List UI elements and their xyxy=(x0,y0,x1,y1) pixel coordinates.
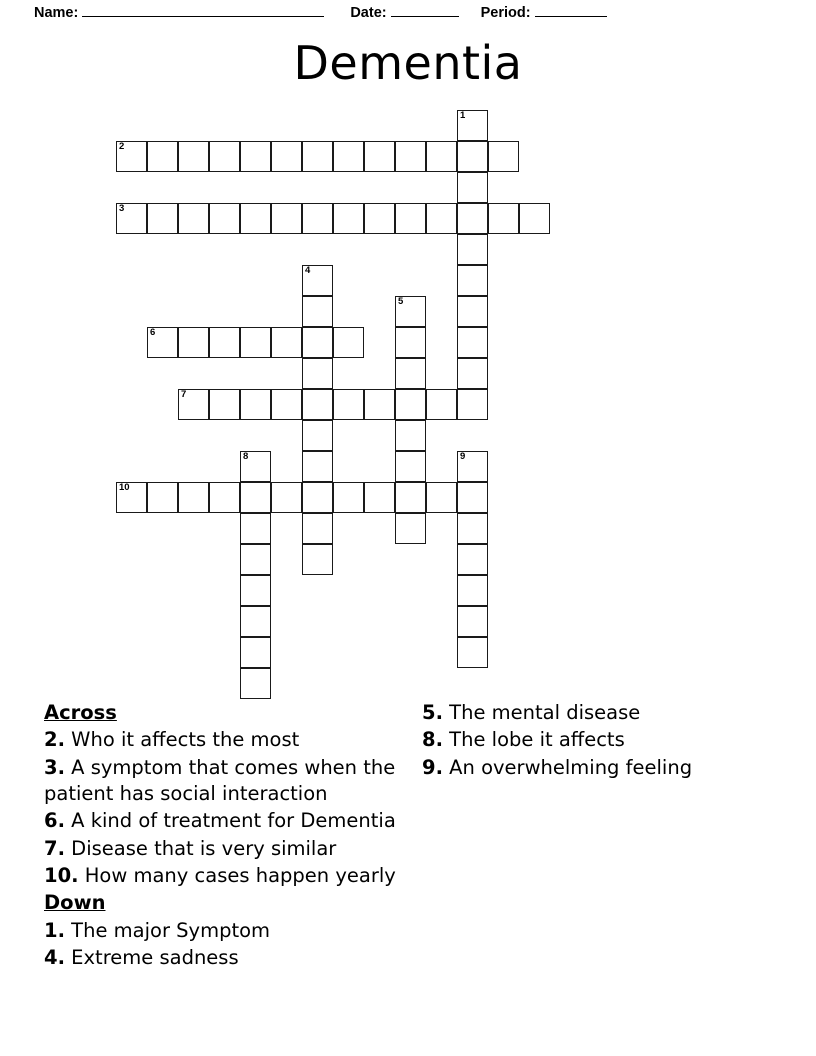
clue-across-6 xyxy=(44,808,396,834)
grid-cell[interactable] xyxy=(426,389,457,420)
grid-cell[interactable] xyxy=(457,544,488,575)
name-label: Name: xyxy=(34,5,79,21)
clue-number: 1. xyxy=(44,918,65,942)
clue-text: The major Symptom xyxy=(64,918,271,942)
grid-cell[interactable] xyxy=(457,389,488,420)
grid-cell[interactable] xyxy=(302,420,333,451)
grid-cell[interactable] xyxy=(271,482,302,513)
grid-cell[interactable] xyxy=(457,637,488,668)
grid-cell[interactable] xyxy=(457,203,488,234)
grid-cell[interactable] xyxy=(457,513,488,544)
grid-cell[interactable] xyxy=(302,544,333,575)
grid-cell[interactable] xyxy=(457,358,488,389)
grid-cell[interactable] xyxy=(457,575,488,606)
grid-cell[interactable] xyxy=(364,482,395,513)
clue-across-2 xyxy=(44,727,396,753)
period-field xyxy=(481,5,607,21)
clue-text: Who it affects the most xyxy=(64,728,300,752)
grid-cell[interactable] xyxy=(426,482,457,513)
grid-cell[interactable] xyxy=(426,203,457,234)
grid-cell[interactable] xyxy=(271,203,302,234)
grid-cell[interactable] xyxy=(302,141,333,172)
clue-number: 8. xyxy=(422,728,443,752)
clue-number: 4. xyxy=(44,945,65,969)
grid-cell[interactable] xyxy=(457,327,488,358)
grid-cell[interactable] xyxy=(364,203,395,234)
grid-cell[interactable] xyxy=(240,327,271,358)
grid-cell[interactable] xyxy=(178,482,209,513)
grid-cell[interactable] xyxy=(209,203,240,234)
clue-across-10 xyxy=(44,863,396,889)
grid-cell[interactable] xyxy=(209,389,240,420)
grid-cell[interactable] xyxy=(302,265,333,296)
grid-cell[interactable] xyxy=(457,265,488,296)
grid-cell[interactable] xyxy=(457,234,488,265)
date-label: Date: xyxy=(350,5,387,21)
grid-cell[interactable] xyxy=(271,141,302,172)
grid-cell[interactable] xyxy=(302,203,333,234)
grid-cell[interactable] xyxy=(426,141,457,172)
grid-cell[interactable] xyxy=(457,172,488,203)
clue-across-3 xyxy=(44,755,396,808)
grid-cell[interactable] xyxy=(178,141,209,172)
grid-cell[interactable] xyxy=(395,513,426,544)
name-write-line[interactable] xyxy=(82,5,324,17)
grid-cell-number: 3 xyxy=(119,203,125,214)
clue-number: 10. xyxy=(44,863,79,887)
grid-cell[interactable] xyxy=(395,482,426,513)
clue-down-9 xyxy=(422,755,774,781)
clue-text: The mental disease xyxy=(442,701,641,724)
clue-text: Extreme sadness xyxy=(64,945,239,969)
grid-cell[interactable] xyxy=(488,203,519,234)
grid-cell[interactable] xyxy=(519,203,550,234)
clue-number: 6. xyxy=(44,809,65,833)
clue-down-4 xyxy=(44,945,396,971)
grid-cell[interactable] xyxy=(457,606,488,637)
grid-cell[interactable] xyxy=(178,327,209,358)
grid-cell-number: 8 xyxy=(243,451,249,462)
clue-down-1 xyxy=(44,918,396,944)
clue-text: How many cases happen yearly xyxy=(78,863,396,887)
grid-cell[interactable] xyxy=(395,389,426,420)
grid-cell[interactable] xyxy=(209,482,240,513)
grid-cell[interactable] xyxy=(116,141,147,172)
grid-cell[interactable] xyxy=(333,141,364,172)
grid-cell[interactable] xyxy=(302,482,333,513)
across-clue-list xyxy=(44,727,396,889)
grid-cell[interactable] xyxy=(240,482,271,513)
grid-cell[interactable] xyxy=(209,141,240,172)
grid-cell[interactable] xyxy=(240,668,271,699)
grid-cell[interactable] xyxy=(240,575,271,606)
grid-cell[interactable] xyxy=(147,482,178,513)
grid-cell[interactable] xyxy=(395,327,426,358)
grid-cell[interactable] xyxy=(240,389,271,420)
clue-text: A kind of treatment for Dementia xyxy=(64,809,396,833)
grid-cell-number: 7 xyxy=(181,389,187,400)
period-label: Period: xyxy=(480,5,531,21)
name-field xyxy=(34,5,324,21)
grid-cell[interactable] xyxy=(333,482,364,513)
grid-cell[interactable] xyxy=(488,141,519,172)
down-heading: Down xyxy=(44,891,106,915)
grid-cell[interactable] xyxy=(240,637,271,668)
clue-text: An overwhelming feeling xyxy=(442,755,693,779)
grid-cell[interactable] xyxy=(178,203,209,234)
grid-cell[interactable] xyxy=(116,482,147,513)
clue-across-7 xyxy=(44,836,396,862)
clue-text: Disease that is very similar xyxy=(64,836,337,860)
clue-text: The lobe it affects xyxy=(442,728,625,752)
clue-text: A symptom that comes when the patient has social interaction xyxy=(44,755,396,805)
grid-cell-number: 9 xyxy=(460,451,466,462)
clue-down-8 xyxy=(422,727,774,753)
grid-cell-number: 6 xyxy=(150,327,156,338)
grid-cell-number: 5 xyxy=(398,296,404,307)
grid-cell[interactable] xyxy=(457,141,488,172)
clue-lists xyxy=(44,700,774,990)
grid-cell-number: 4 xyxy=(305,265,311,276)
grid-cell[interactable] xyxy=(302,389,333,420)
across-heading: Across xyxy=(44,701,117,724)
clue-number: 3. xyxy=(44,755,65,779)
grid-cell[interactable] xyxy=(395,203,426,234)
grid-cell[interactable] xyxy=(240,606,271,637)
grid-cell[interactable] xyxy=(302,513,333,544)
grid-cell[interactable] xyxy=(364,389,395,420)
page-title: Dementia xyxy=(293,36,523,90)
grid-cell[interactable] xyxy=(333,327,364,358)
grid-cell[interactable] xyxy=(395,420,426,451)
date-write-line[interactable] xyxy=(391,5,459,17)
grid-cell[interactable] xyxy=(240,141,271,172)
grid-cell[interactable] xyxy=(333,389,364,420)
grid-cell[interactable] xyxy=(240,451,271,482)
grid-cell[interactable] xyxy=(302,358,333,389)
grid-cell[interactable] xyxy=(457,482,488,513)
grid-cell[interactable] xyxy=(271,327,302,358)
grid-cell[interactable] xyxy=(116,203,147,234)
grid-cell[interactable] xyxy=(147,141,178,172)
grid-cell[interactable] xyxy=(395,296,426,327)
grid-cell[interactable] xyxy=(457,110,488,141)
grid-cell-number: 1 xyxy=(460,110,466,121)
period-write-line[interactable] xyxy=(535,5,607,17)
grid-cell[interactable] xyxy=(364,141,395,172)
clue-number: 2. xyxy=(44,728,65,752)
grid-cell[interactable] xyxy=(240,544,271,575)
grid-cell[interactable] xyxy=(395,141,426,172)
clue-number: 5. xyxy=(422,701,443,724)
grid-cell[interactable] xyxy=(240,203,271,234)
grid-cell[interactable] xyxy=(395,358,426,389)
grid-cell[interactable] xyxy=(457,451,488,482)
grid-cell[interactable] xyxy=(302,296,333,327)
grid-cell[interactable] xyxy=(240,513,271,544)
clue-number: 9. xyxy=(422,755,443,779)
grid-cell[interactable] xyxy=(178,389,209,420)
grid-cell[interactable] xyxy=(147,327,178,358)
grid-cell[interactable] xyxy=(302,327,333,358)
grid-cell-number: 2 xyxy=(119,141,125,152)
grid-cell[interactable] xyxy=(333,203,364,234)
date-field xyxy=(350,5,458,21)
grid-cell[interactable] xyxy=(457,296,488,327)
grid-cell[interactable] xyxy=(147,203,178,234)
grid-cell[interactable] xyxy=(395,451,426,482)
clue-number: 7. xyxy=(44,836,65,860)
worksheet-header xyxy=(0,0,816,26)
grid-cell[interactable] xyxy=(271,389,302,420)
grid-cell-number: 10 xyxy=(119,482,130,493)
grid-cell[interactable] xyxy=(302,451,333,482)
grid-cell[interactable] xyxy=(209,327,240,358)
clue-down-5 xyxy=(422,700,774,726)
